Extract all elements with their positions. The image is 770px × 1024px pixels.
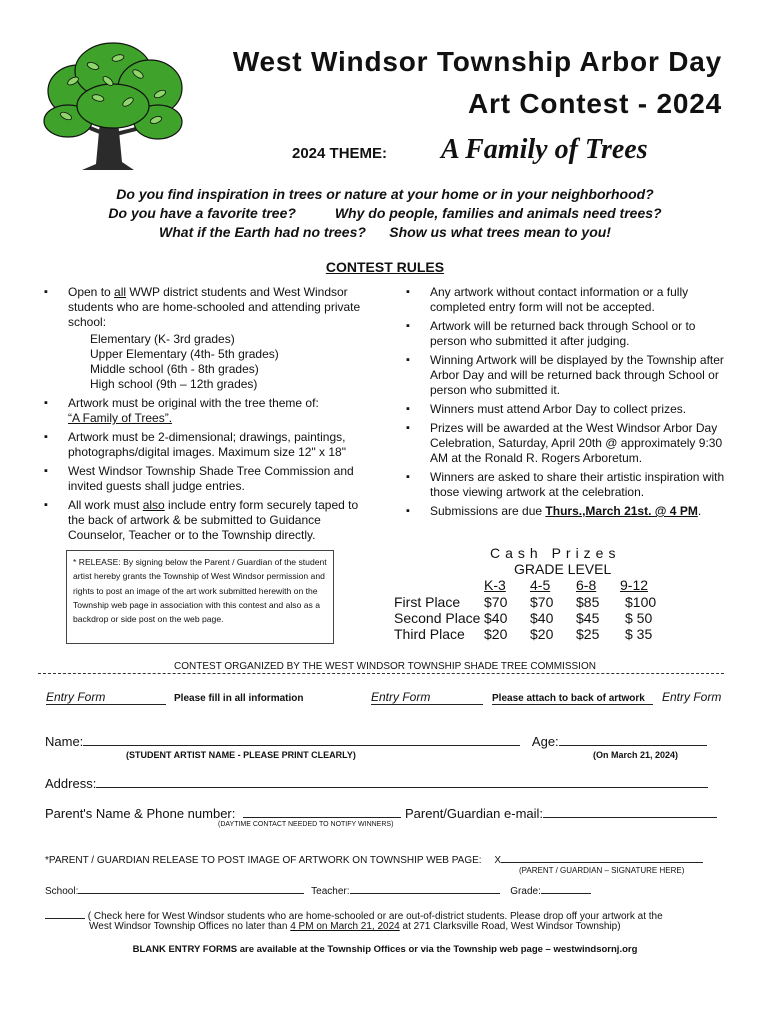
prize-value: $45	[576, 610, 600, 626]
homeschool-check-field[interactable]	[45, 909, 85, 919]
prize-value: $40	[530, 610, 554, 626]
blank-forms-note: BLANK ENTRY FORMS are available at the Township Offices or via the Township web page – westwindsornj.org	[132, 944, 638, 955]
parent-hint: (DAYTIME CONTACT NEEDED TO NOTIFY WINNERS)	[218, 821, 394, 828]
place-label: Second Place	[394, 610, 481, 626]
homeschool-address: at 271 Clarksville Road, West Windsor Township)	[399, 921, 621, 932]
rule-contact-info: ▪ Any artwork without contact information or a fully completed entry form will not be accepted.	[404, 285, 734, 315]
column-header: 6-8	[576, 577, 597, 593]
grade-field[interactable]	[541, 884, 591, 894]
grade-item: Elementary (K- 3rd grades)	[90, 332, 235, 346]
column-header: 4-5	[530, 577, 551, 593]
column-header: 9-12	[620, 577, 649, 593]
homeschool-row-2	[89, 921, 621, 932]
grade-list	[68, 332, 372, 392]
rules-right-list	[404, 285, 734, 523]
question-line-3: What if the Earth had no trees? Show us what trees mean to you!	[159, 224, 611, 240]
prize-value: $70	[484, 594, 508, 610]
address-field[interactable]	[96, 776, 708, 788]
theme-label: 2024 THEME:	[292, 145, 388, 162]
rule-text: Artwork must be original with the tree theme of:	[68, 396, 319, 410]
email-label: Parent/Guardian e-mail:	[405, 806, 544, 821]
name-hint: (STUDENT ARTIST NAME - PLEASE PRINT CLEARLY)	[126, 750, 356, 760]
entry-form-label-left: Entry Form	[46, 690, 166, 705]
prize-value: $20	[530, 626, 554, 642]
rule-text: Open to	[68, 285, 115, 299]
rule-text: WWP district students and West Windsor students who are home-schooled and attending private school:	[68, 285, 361, 329]
parent-label: Parent's Name & Phone number:	[45, 806, 236, 821]
rule-judging: ▪ West Windsor Township Shade Tree Commission and invited guests shall judge entries.	[42, 464, 372, 494]
grade-item: Middle school (6th - 8th grades)	[90, 362, 259, 376]
signature-field[interactable]	[501, 853, 703, 863]
rule-due-date	[404, 504, 734, 519]
parent-field[interactable]	[243, 806, 401, 818]
entry-form-label-right: Entry Form	[662, 690, 722, 704]
due-date: Thurs.,March 21st. @ 4 PM	[545, 504, 698, 518]
prize-value: $70	[530, 594, 554, 610]
age-field[interactable]	[559, 734, 707, 746]
prize-value: $85	[576, 594, 600, 610]
name-label: Name:	[45, 734, 84, 749]
rule-attend: ▪ Winners must attend Arbor Day to collect prizes.	[404, 402, 734, 417]
prize-value: $20	[484, 626, 508, 642]
contest-rules-title: CONTEST RULES	[325, 259, 445, 275]
tree-illustration	[38, 36, 188, 176]
attach-note: Please attach to back of artwork	[492, 693, 653, 705]
rule-emphasis: also	[142, 498, 165, 512]
grade-level-label: GRADE LEVEL	[514, 561, 612, 577]
rule-text: include entry form securely taped to the back of artwork & be submitted to Guidance Counselor, Teacher or to the Township directly.	[68, 498, 359, 542]
rule-entry-form	[42, 498, 372, 543]
place-label: First Place	[394, 594, 461, 610]
rule-prizes-awarded: ▪ Prizes will be awarded at the West Windsor Arbor Day Celebration, Saturday, April 20th @ approximately 9:30 AM at the Ronald R. Rogers Arboretum.	[404, 421, 734, 466]
rule-text: .	[697, 504, 702, 518]
rule-dimensions: ▪ Artwork must be 2-dimensional; drawings, paintings, photographs/digital images. Maximum size 12" x 18"	[42, 430, 372, 460]
name-field[interactable]	[83, 734, 520, 746]
rule-text: All work must	[68, 498, 143, 512]
prize-value: $25	[576, 626, 600, 642]
rule-text: Submissions are due	[430, 504, 546, 518]
email-field[interactable]	[543, 806, 717, 818]
question-line-1: Do you find inspiration in trees or nature at your home or in your neighborhood?	[116, 186, 654, 202]
signature-prefix: X	[494, 855, 502, 866]
title-line-1: West Windsor Township Arbor Day	[232, 46, 722, 77]
theme-value: A Family of Trees	[441, 134, 648, 165]
name-row	[45, 734, 707, 749]
address-label: Address:	[45, 776, 97, 791]
rule-return: ▪ Artwork will be returned back through School or to person who submitted it after judging.	[404, 319, 734, 349]
release-row	[45, 853, 703, 866]
title-line-2: Art Contest - 2024	[467, 88, 722, 119]
prize-value: $100	[625, 594, 657, 610]
homeschool-text-1: ( Check here for West Windsor students who are home-schooled or are out-of-district students. Please drop off your artwork at the	[87, 911, 663, 922]
prize-value: $40	[484, 610, 508, 626]
rule-theme-value: “A Family of Trees”.	[68, 411, 173, 425]
grade-item: Upper Elementary (4th- 5th grades)	[90, 347, 279, 361]
column-header: K-3	[484, 577, 506, 593]
parent-row	[45, 806, 717, 821]
school-row	[45, 884, 591, 897]
organized-by-note: CONTEST ORGANIZED BY THE WEST WINDSOR TOWNSHIP SHADE TREE COMMISSION	[174, 661, 596, 672]
place-label: Third Place	[394, 626, 465, 642]
rule-eligibility	[42, 285, 372, 392]
homeschool-deadline: 4 PM on March 21, 2024	[290, 921, 400, 932]
release-label: *PARENT / GUARDIAN RELEASE TO POST IMAGE OF ARTWORK ON TOWNSHIP WEB PAGE:	[45, 855, 482, 866]
school-field[interactable]	[78, 884, 304, 894]
school-label: School:	[45, 886, 79, 897]
grade-label: Grade:	[510, 886, 541, 897]
question-line-2: Do you have a favorite tree? Why do people, families and animals need trees?	[108, 205, 662, 221]
rule-emphasis: all	[114, 285, 127, 299]
signature-hint: (PARENT / GUARDIAN – SIGNATURE HERE)	[519, 866, 685, 875]
rules-left-list	[42, 285, 372, 547]
release-notice-box: * RELEASE: By signing below the Parent / Guardian of the student artist hereby grants the Township of West Windsor permission and rights to post an image of the art work submitted herewith on the Township web page in association with this contest and also as a backdrop or side post on the web page.	[66, 550, 334, 644]
prize-value: $ 35	[625, 626, 653, 642]
age-hint: (On March 21, 2024)	[593, 750, 679, 760]
age-label: Age:	[531, 734, 559, 749]
entry-form-label-center: Entry Form	[371, 690, 483, 705]
rule-display: ▪ Winning Artwork will be displayed by the Township after Arbor Day and will be returned back through School or person who submitted it.	[404, 353, 734, 398]
cut-line	[38, 673, 724, 683]
cash-prizes-title: Cash Prizes	[490, 545, 621, 561]
prize-value: $ 50	[625, 610, 653, 626]
homeschool-text-2: West Windsor Township Offices no later than	[89, 921, 291, 932]
teacher-field[interactable]	[350, 884, 500, 894]
rule-share-inspiration: ▪ Winners are asked to share their artistic inspiration with those viewing artwork at the celebration.	[404, 470, 734, 500]
address-row	[45, 776, 708, 791]
grade-item: High school (9th – 12th grades)	[90, 377, 258, 391]
rule-theme	[42, 396, 372, 426]
teacher-label: Teacher:	[311, 886, 350, 897]
fill-in-note: Please fill in all information	[174, 693, 304, 704]
